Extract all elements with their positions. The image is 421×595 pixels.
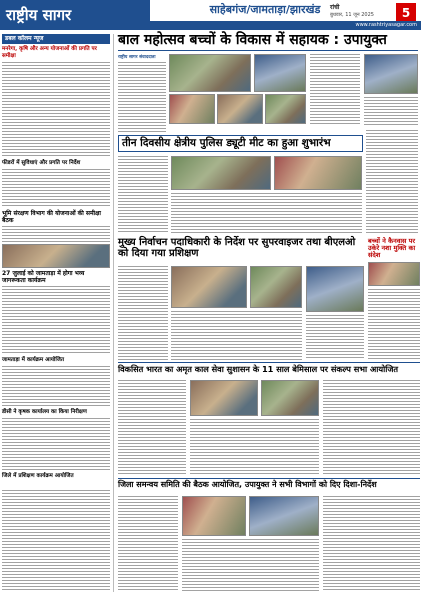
left-column-rule — [113, 34, 114, 592]
story1-photo-2 — [254, 54, 306, 92]
left-story7-head: जिले में प्रशिक्षण कार्यक्रम आयोजित — [2, 473, 74, 479]
story1-dateline: राष्ट्रीय सागर संवाददाता — [118, 55, 156, 60]
story3-text-col1 — [118, 266, 168, 360]
left-story5-text — [2, 366, 110, 406]
headline-2: तीन दिवसीय क्षेत्रीय पुलिस ड्यूटी मीट का हुआ शुभारंभ — [118, 135, 363, 152]
left-story1-text — [2, 62, 110, 157]
story4-photo-1 — [190, 380, 258, 416]
headline-4-rule — [118, 362, 420, 363]
page-number: 5 — [396, 3, 416, 23]
story3-photo-3 — [306, 266, 364, 312]
story1-text-col1 — [118, 62, 166, 132]
story3-text-col3 — [306, 315, 364, 360]
headline-1-rule — [118, 50, 418, 51]
story1-photo-6 — [364, 54, 418, 94]
story3-photo-2 — [250, 266, 302, 308]
story3-text-col2 — [171, 311, 302, 360]
story5-text-col3 — [323, 496, 420, 592]
story1-photo-5 — [265, 94, 306, 124]
story4-text-col1 — [118, 380, 186, 474]
story5-photo-1 — [182, 496, 246, 536]
left-story2-text — [2, 169, 110, 207]
story2-photo-2 — [274, 156, 362, 190]
double-column-strip: डबल कॉलम न्यूज — [2, 34, 110, 44]
headline-5: जिला समन्वय समिति की बैठक आयोजित, उपायुक्त ने सभी विभागों को दिए दिशा-निर्देश — [118, 480, 377, 489]
left-story3-text — [2, 226, 110, 242]
story1-photo-4 — [217, 94, 263, 124]
left-story6-head: डीसी ने कृषक कार्यालय का किया निरीक्षण — [2, 409, 87, 415]
side-story-text — [368, 289, 420, 360]
story1-text-col3 — [364, 97, 418, 127]
story5-photo-2 — [249, 496, 319, 536]
headline-5-rule — [118, 478, 420, 479]
website-bar: www.rashtriyasagar.com — [150, 21, 421, 30]
story2-photo-1 — [171, 156, 271, 190]
story5-text-col1 — [118, 496, 178, 592]
left-story1-head: मनरेगा, कृषि और अन्य योजनाओं की प्रगति पर समीक्षा — [2, 46, 97, 59]
brand-logo: राष्ट्रीय सागर — [0, 0, 150, 30]
story3-photo-1 — [171, 266, 247, 308]
story5-text-col2 — [182, 539, 319, 592]
left-story7-text — [2, 490, 110, 590]
story4-text-col2 — [190, 419, 319, 474]
section-title: साहेबगंज/जामताड़ा/झारखंड — [209, 3, 321, 16]
story2-text-col2 — [171, 193, 362, 234]
left-story5-head: जामताड़ा में कार्यक्रम आयोजित — [2, 357, 64, 363]
story2-text-col1 — [118, 156, 168, 234]
headline-3: मुख्य निर्वाचन पदाधिकारी के निर्देश पर सुपरवाइजर तथा बीएलओ को दिया गया प्रशिक्षण — [118, 237, 356, 259]
headline-1: बाल महोत्सव बच्चों के विकास में सहायक : उपायुक्त — [118, 32, 387, 48]
story4-photo-2 — [261, 380, 319, 416]
headline-4: विकसित भारत का अमृत काल सेवा सुशासन के 11 साल बेमिसाल पर संकल्प सभा आयोजित — [118, 364, 399, 374]
edition-label: रांची — [330, 4, 340, 11]
left-story4-head: 27 जुलाई को जामताड़ा में होगा भव्य जागरूकता कार्यक्रम — [2, 270, 85, 284]
left-story2-head: फीडरों में सुविधाएं और प्रगति पर निर्देश — [2, 160, 81, 166]
story4-text-col3 — [323, 380, 420, 474]
story1-text-col2 — [310, 54, 360, 124]
left-story3-photo — [2, 244, 110, 268]
left-story4-text — [2, 286, 110, 354]
story2-text-col3 — [366, 130, 418, 234]
left-story6-text — [2, 418, 110, 470]
side-story-photo — [368, 262, 420, 286]
story1-photo-1 — [169, 54, 251, 92]
left-story3-head: भूमि संरक्षण विभाग की योजनाओं की समीक्षा बैठक — [2, 210, 101, 224]
issue-date: बुधवार, 11 जून 2025 — [330, 12, 374, 18]
story1-photo-3 — [169, 94, 215, 124]
side-headline-3: बच्चों ने कैनवास पर उकेरे नशा मुक्ति का संदेश — [368, 237, 416, 259]
